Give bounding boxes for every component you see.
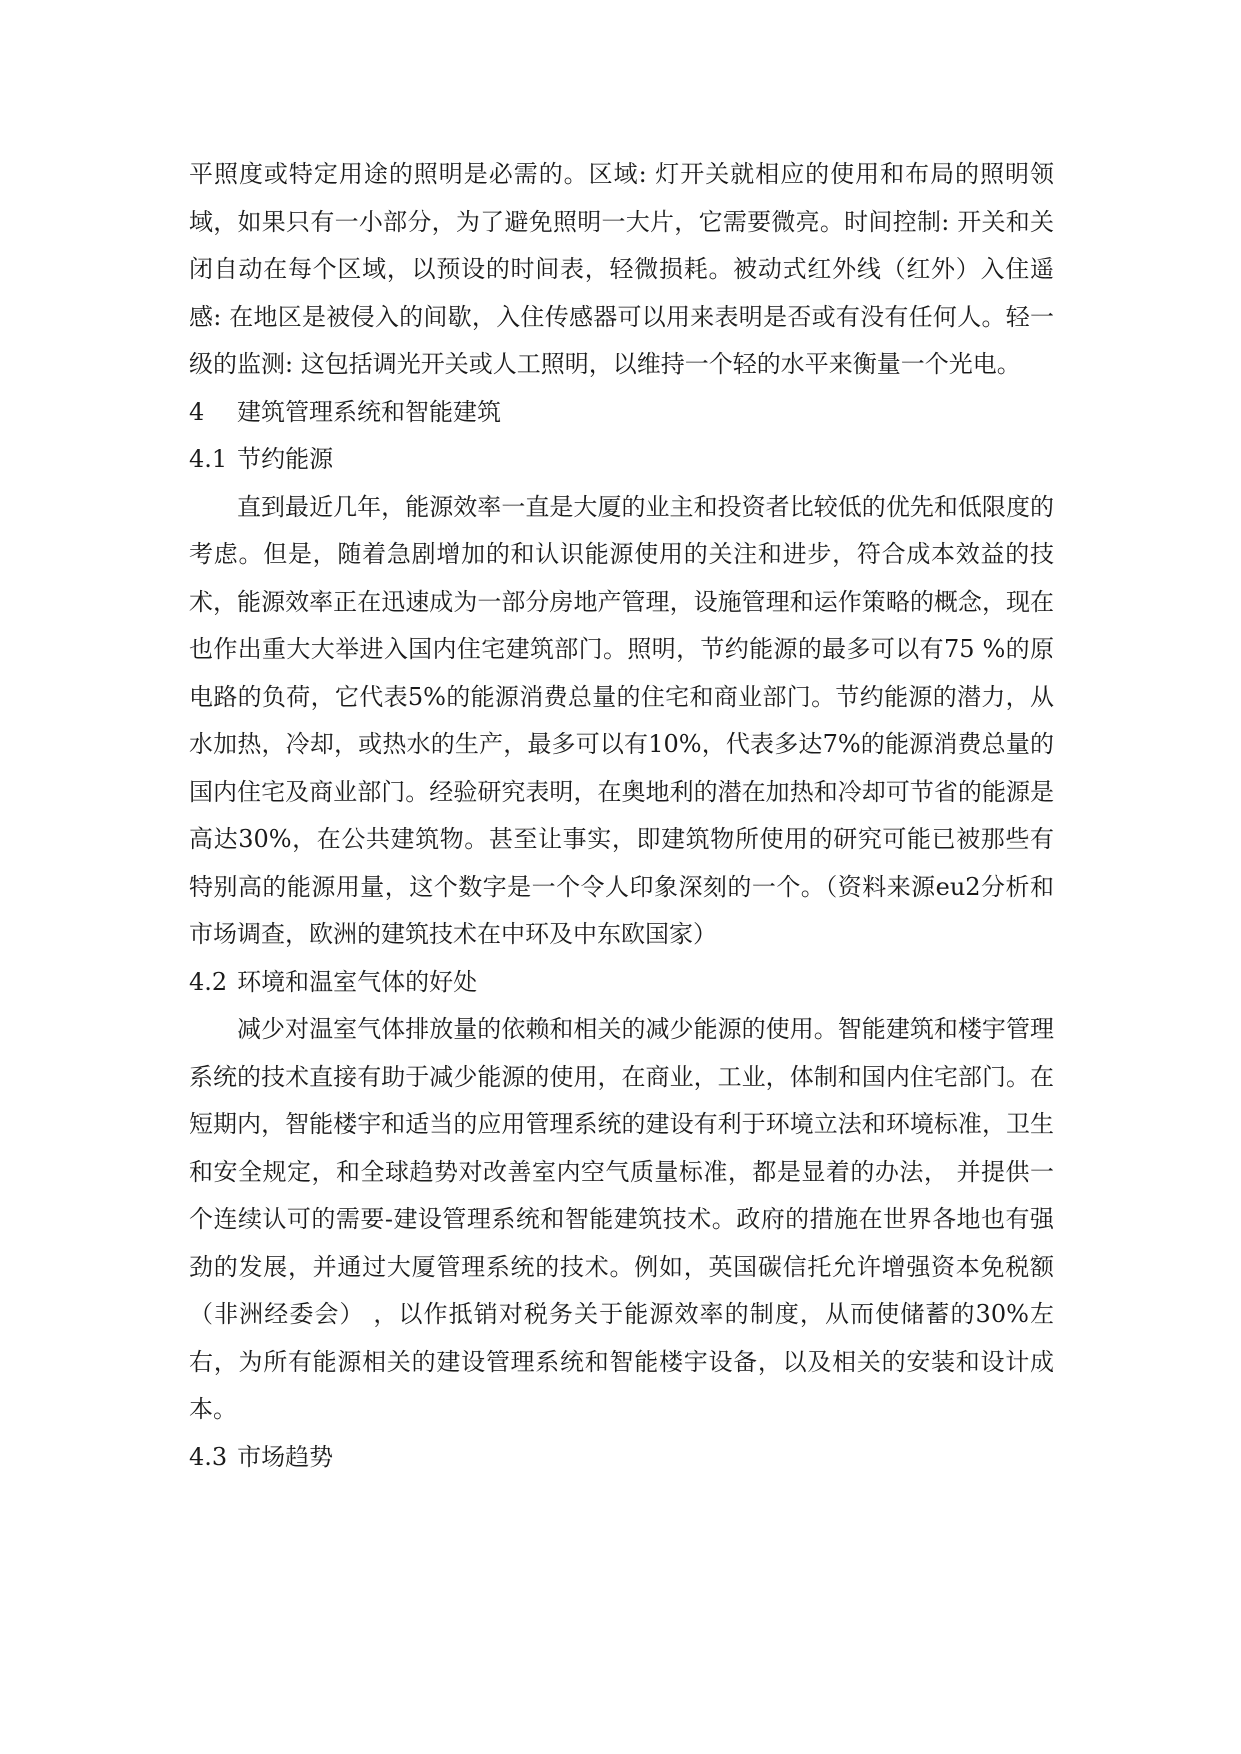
section-4-2-title: 环境和温室气体的好处 — [237, 967, 478, 996]
document-body — [189, 151, 1054, 1481]
section-4-1-number: 4.1 — [189, 445, 228, 473]
section-4-1-paragraph: 直到最近几年，能源效率一直是大厦的业主和投资者比较低的优先和低限度的考虑。但是，随着急剧增加的和认识能源使用的关注和进步，符合成本效益的技术，能源效率正在迅速成为一部分房地产管理，设施管理和运作策略的概念，现在也作出重大大举进入国内住宅建筑部门。照明，节约能源的最多可以有75 %的原电路的负荷，它代表5%的能源消费总量的住宅和商业部门。节约能源的潜力，从水加热，冷却，或热水的生产，最多可以有10%，代表多达7%的能源消费总量的国内住宅及商业部门。经验研究表明，在奥地利的潜在加热和冷却可节省的能源是高达30%，在公共建筑物。甚至让事实，即建筑物所使用的研究可能已被那些有特别高的能源用量，这个数字是一个令人印象深刻的一个。（资料来源eu2分析和市场调查，欧洲的建筑技术在中环及中东欧国家） — [189, 492, 1054, 948]
section-4-2-paragraph: 减少对温室气体排放量的依赖和相关的减少能源的使用。智能建筑和楼宇管理系统的技术直接有助于减少能源的使用，在商业，工业，体制和国内住宅部门。在短期内，智能楼宇和适当的应用管理系统的建设有利于环境立法和环境标准，卫生和安全规定，和全球趋势对改善室内空气质量标准，都是显着的办法， 并提供一个连续认可的需要-建设管理系统和智能建筑技术。政府的措施在世界各地也有强劲的发展，并通过大厦管理系统的技术。例如，英国碳信托允许增强资本免税额（非洲经委会） ，以作抵销对税务关于能源效率的制度，从而使储蓄的30%左右，为所有能源相关的建设管理系统和智能楼宇设备，以及相关的安装和设计成本。 — [189, 1015, 1054, 1423]
paragraph-continued: 平照度或特定用途的照明是必需的。区域: 灯开关就相应的使用和布局的照明领域，如果只有一小部分，为了避免照明一大片，它需要微亮。时间控制: 开关和关闭自动在每个区域，以预设的时间表，轻微损耗。被动式红外线（红外）入住遥感: 在地区是被侵入的间歇，入住传感器可以用来表明是否或有没有任何人。轻一级的监测: 这包括调光开关或人工照明，以维持一个轻的水平来衡量一个光电。 — [189, 160, 1054, 378]
section-4-3-title: 市场趋势 — [237, 1442, 334, 1471]
section-4-3-number: 4.3 — [189, 1442, 228, 1471]
section-4-title: 建筑管理系统和智能建筑 — [237, 397, 501, 426]
section-4-number: 4 — [189, 397, 205, 426]
section-4-2-number: 4.2 — [189, 967, 228, 996]
section-4-2-heading — [189, 959, 1054, 1007]
section-4-1-title: 节约能源 — [237, 445, 334, 473]
section-4-1-heading — [189, 436, 1054, 484]
section-4-heading — [189, 389, 1054, 437]
section-4-3-heading — [189, 1434, 1054, 1482]
